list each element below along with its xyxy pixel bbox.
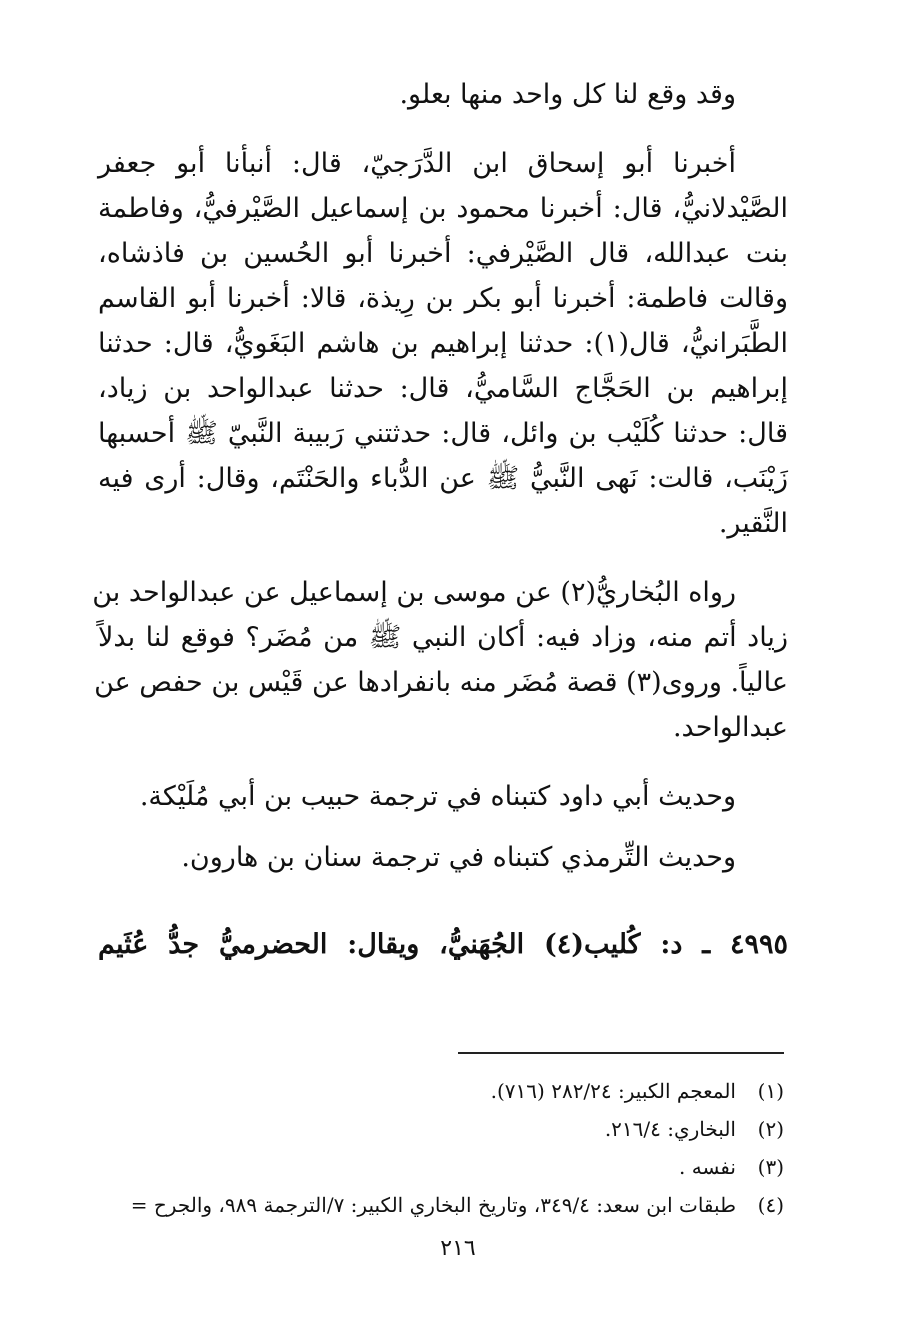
footnote-3 — [124, 1148, 784, 1186]
text-line: وقد وقع لنا كل واحد منها بعلو. — [399, 79, 736, 110]
footnote-text: البخاري: ٢١٦/٤. — [604, 1117, 736, 1141]
footnote-number: (٢) — [757, 1117, 784, 1141]
page-number: ٢١٦ — [440, 1236, 476, 1261]
text-line: قال: حدثنا كُلَيْب بن وائل، قال: حدثتني رَبيبة النَّبيّ ﷺ أحسبها — [98, 418, 788, 449]
footnote-text: طبقات ابن سعد: ٣٤٩/٤، وتاريخ البخاري الكبير: ٧/الترجمة ٩٨٩، والجرح = — [130, 1193, 736, 1217]
paragraph-3 — [92, 570, 788, 750]
paragraph-4 — [98, 774, 788, 819]
text-line: رواه البُخاريُّ(٢) عن موسى بن إسماعيل عن عبدالواحد بن — [92, 577, 736, 608]
footnote-4 — [124, 1186, 784, 1224]
text-line: زَيْنَب، قالت: نَهى النَّبيُّ ﷺ عن الدُّباء والحَنْتَم، وقال: أرى فيه — [98, 463, 788, 494]
text-line: وحديث أبي داود كتبناه في ترجمة حبيب بن أبي مُلَيْكة. — [139, 781, 736, 812]
biography-entry — [98, 922, 788, 967]
paragraph-5 — [98, 835, 788, 880]
text-line: بنت عبدالله، قال الصَّيْرفي: أخبرنا أبو الحُسين بن فاذشاه، — [98, 238, 788, 269]
text-line: عبدالواحد. — [672, 712, 788, 743]
text-line: عالياً. وروى(٣) قصة مُضَر منه بانفرادها عن قَيْس بن حفص عن — [94, 667, 788, 698]
text-line: وحديث التِّرمذي كتبناه في ترجمة سنان بن هارون. — [181, 842, 736, 873]
text-line: أخبرنا أبو إسحاق ابن الدَّرَجيّ، قال: أنبأنا أبو جعفر — [98, 148, 736, 179]
footnote-number: (٣) — [757, 1155, 784, 1179]
text-line: الصَّيْدلانيُّ، قال: أخبرنا محمود بن إسماعيل الصَّيْرفيُّ، وفاطمة — [98, 193, 788, 224]
text-line: زياد أتم منه، وزاد فيه: أكان النبي ﷺ من مُضَر؟ فوقع لنا بدلاً — [98, 622, 788, 653]
main-text — [92, 72, 789, 967]
footnote-text: نفسه . — [679, 1155, 736, 1179]
paragraph-1 — [98, 72, 788, 117]
footnote-1 — [124, 1072, 784, 1110]
text-line: النَّقير. — [718, 508, 788, 539]
footnotes — [124, 1072, 784, 1224]
text-line: الطَّبَرانيُّ، قال(١): حدثنا إبراهيم بن هاشم البَغَويُّ، قال: حدثنا — [98, 328, 788, 359]
text-line: إبراهيم بن الحَجَّاج السَّاميُّ، قال: حدثنا عبدالواحد بن زياد، — [98, 373, 788, 404]
text-line: وقالت فاطمة: أخبرنا أبو بكر بن رِيذة، قالا: أخبرنا أبو القاسم — [98, 283, 788, 314]
footnote-separator — [458, 1052, 784, 1054]
footnote-number: (١) — [757, 1079, 784, 1103]
footnote-text: المعجم الكبير: ٢٨٢/٢٤ (٧١٦). — [490, 1079, 736, 1103]
entry-heading: ٤٩٩٥ ـ د: كُليب(٤) الجُهَنيُّ، ويقال: الحضرميُّ جدُّ عُثَيم — [98, 929, 789, 960]
paragraph-2-isnad — [98, 141, 788, 546]
footnote-2 — [124, 1110, 784, 1148]
footnote-number: (٤) — [757, 1193, 784, 1217]
